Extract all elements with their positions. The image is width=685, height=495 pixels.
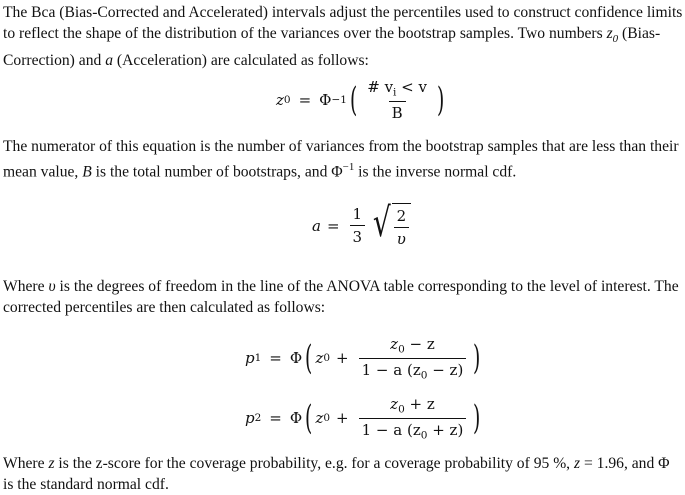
equation-p1: p 1 = Φ ( z 0 + $\frac{z_0 - z}{1 - a (z_0 - z)}$ )	[245, 335, 481, 382]
text: (Bias-Correction) and	[3, 25, 661, 69]
equation-p2: p 2 = Φ ( z 0 + $\frac{z_0 + z}{1 - a (z_0 + z)}$ )	[245, 395, 481, 442]
paragraph-z-score: Where z is the z-score for the coverage probability, e.g. for a coverage probability of 95 %, z = 1.96, and Φ is the standard normal cdf.	[3, 455, 670, 493]
text: The Bca (Bias-Corrected and Accelerated) intervals adjust the percentiles used to construct confidence limits to reflect the shape of the distribution of the variances over the bootstrap samples. Two numbers	[3, 4, 683, 42]
square-root: √ $\frac{2}{\upsilon}$	[369, 203, 411, 248]
equation-a: a = $\frac{1}{3}$ √ $\frac{2}{\upsilon}$	[312, 203, 411, 248]
fraction: $\frac{z_0 + z}{1 - a (z_0 + z)}$	[359, 395, 467, 441]
equation-z0: z 0 = Φ −1 ( $\frac{\# v_i < v}{B}$ )	[276, 78, 445, 122]
fraction: $\frac{\# v_i < v}{B}$	[367, 78, 427, 122]
paragraph-bca-intro	[3, 2, 683, 71]
fraction: $\frac{1}{3}$	[350, 205, 366, 246]
var-a: a	[105, 51, 113, 69]
text: (Acceleration) are calculated as follows:	[113, 51, 369, 69]
paragraph-degrees-freedom: Where υ is the degrees of freedom in the line of the ANOVA table corresponding to the level of interest. The corrected percentiles are then calculated as follows:	[3, 278, 679, 316]
var-z0: $z_0$	[606, 25, 619, 45]
paragraph-numerator: The numerator of this equation is the number of variances from the bootstrap samples that are less than their mean value, B is the total number of bootstraps, and $\Phi^{-1}$ is the inverse normal cdf.	[3, 138, 679, 181]
fraction: $\frac{z_0 - z}{1 - a (z_0 - z)}$	[359, 335, 467, 381]
